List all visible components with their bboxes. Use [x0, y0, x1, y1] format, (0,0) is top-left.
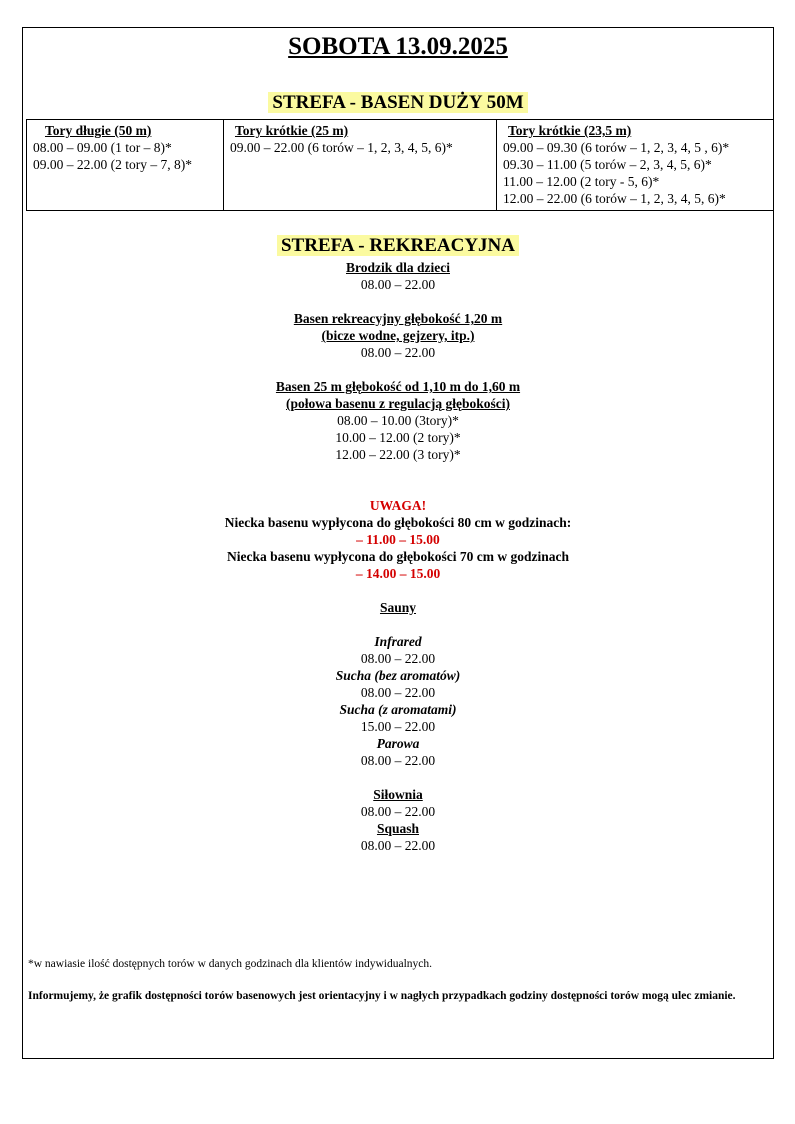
sauna-name: Infrared	[374, 634, 422, 649]
depth-notice-80-time: – 11.00 – 15.00	[356, 532, 440, 547]
pool25-hours-row: 10.00 – 12.00 (2 tory)*	[335, 430, 461, 445]
rec-pool-hours: 08.00 – 22.00	[360, 345, 436, 360]
short-lanes-25-header: Tory krótkie (25 m)	[235, 123, 349, 138]
schedule-frame	[22, 27, 774, 1059]
short-lanes-235-cell	[497, 120, 774, 211]
short-lanes-235-row: 09.30 – 11.00 (5 torów – 2, 3, 4, 5, 6)*	[503, 157, 712, 172]
squash-hours: 08.00 – 22.00	[360, 838, 436, 853]
pool25-subtitle: (połowa basenu z regulacją głębokości)	[285, 396, 510, 411]
long-lanes-cell	[27, 120, 224, 211]
sauna-hours: 08.00 – 22.00	[360, 651, 436, 666]
short-lanes-235-row: 09.00 – 09.30 (6 torów – 1, 2, 3, 4, 5 , 6)*	[503, 140, 730, 155]
short-lanes-235-row: 12.00 – 22.00 (6 torów – 1, 2, 3, 4, 5, 6)*	[503, 191, 726, 206]
kids-pool-title: Brodzik dla dzieci	[345, 260, 450, 275]
footnote: *w nawiasie ilość dostępnych torów w danych godzinach dla klientów indywidualnych.	[28, 958, 433, 970]
info-notice: Informujemy, że grafik dostępności torów basenowych jest orientacyjny i w nagłych przypadkach godziny dostępności torów mogą ulec zmianie.	[28, 990, 736, 1002]
recreation-section	[23, 259, 773, 854]
sauna-hours: 15.00 – 22.00	[360, 719, 436, 734]
short-lanes-235-row: 11.00 – 12.00 (2 tory - 5, 6)*	[503, 174, 660, 189]
sauna-hours: 08.00 – 22.00	[360, 753, 436, 768]
rec-pool-title: Basen rekreacyjny głębokość 1,20 m	[293, 311, 503, 326]
depth-notice-70-time: – 14.00 – 15.00	[355, 566, 441, 581]
depth-notice-80: Niecka basenu wypłycona do głębokości 80 cm w godzinach:	[224, 515, 572, 530]
kids-pool-hours: 08.00 – 22.00	[360, 277, 436, 292]
warning-label: UWAGA!	[369, 498, 427, 513]
sauna-name: Sucha (z aromatami)	[339, 702, 457, 717]
long-lanes-row: 08.00 – 09.00 (1 tor – 8)*	[33, 140, 172, 155]
zone-pool-heading-text: STREFA - BASEN DUŻY 50M	[268, 92, 527, 113]
sauna-name: Parowa	[376, 736, 420, 751]
rec-pool-subtitle: (bicze wodne, gejzery, itp.)	[321, 328, 475, 343]
zone-rec-heading	[23, 233, 773, 259]
pool25-title: Basen 25 m głębokość od 1,10 m do 1,60 m	[275, 379, 521, 394]
gym-title: Siłownia	[373, 787, 423, 802]
depth-notice-70: Niecka basenu wypłycona do głębokości 70 cm w godzinach	[226, 549, 570, 564]
long-lanes-row: 09.00 – 22.00 (2 tory – 7, 8)*	[33, 157, 192, 172]
long-lanes-header: Tory długie (50 m)	[45, 123, 152, 138]
zone-pool-heading	[23, 90, 773, 116]
gym-hours: 08.00 – 22.00	[360, 804, 436, 819]
saunas-title: Sauny	[379, 600, 417, 615]
zone-rec-heading-text: STREFA - REKREACYJNA	[277, 235, 519, 256]
lanes-table	[26, 119, 774, 211]
pool25-hours-row: 08.00 – 10.00 (3tory)*	[337, 413, 459, 428]
sauna-hours: 08.00 – 22.00	[360, 685, 436, 700]
pool25-hours-row: 12.00 – 22.00 (3 tory)*	[335, 447, 461, 462]
page-title: SOBOTA 13.09.2025	[288, 33, 508, 60]
squash-title: Squash	[376, 821, 420, 836]
short-lanes-25-cell	[224, 120, 497, 211]
short-lanes-235-header: Tory krótkie (23,5 m)	[508, 123, 632, 138]
sauna-name: Sucha (bez aromatów)	[335, 668, 461, 683]
short-lanes-25-row: 09.00 – 22.00 (6 torów – 1, 2, 3, 4, 5, 6)*	[230, 140, 453, 155]
